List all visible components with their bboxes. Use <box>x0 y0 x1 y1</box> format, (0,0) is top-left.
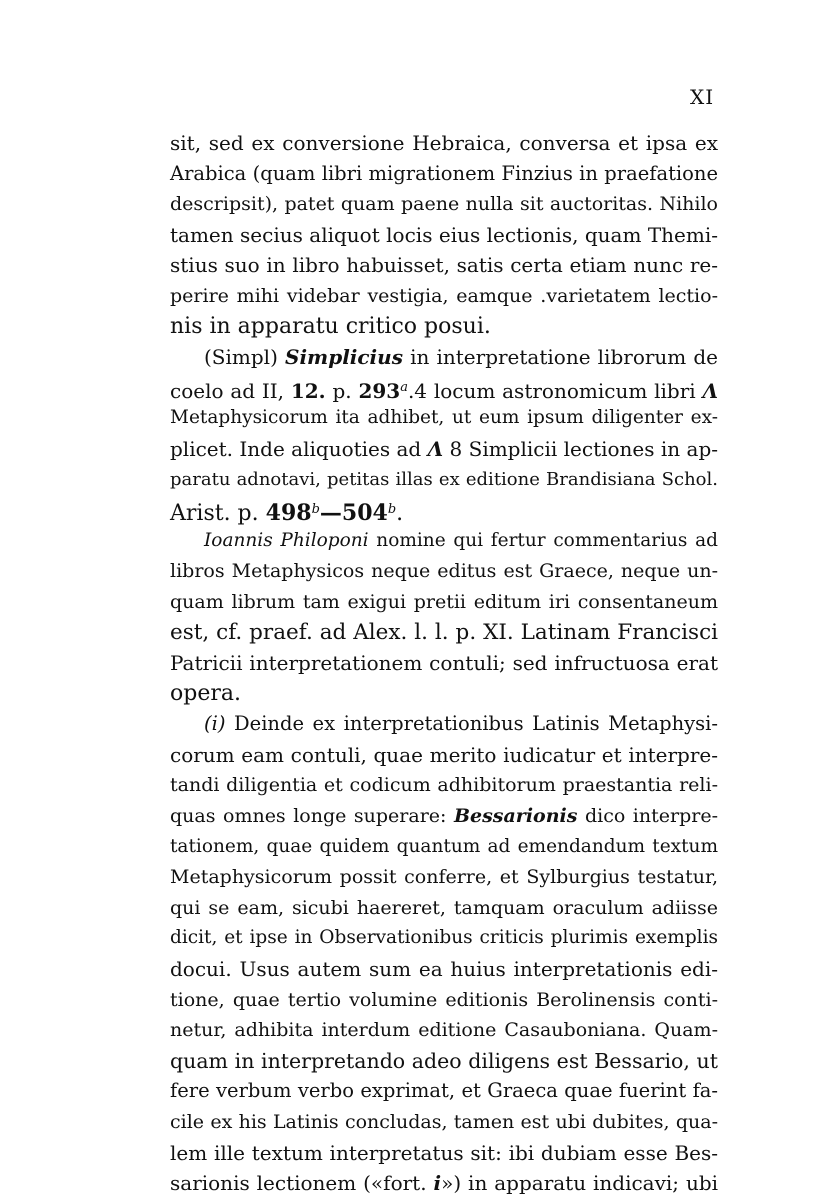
text-run: Deinde ex interpretationibus Latinis Metaphysi- <box>234 712 719 736</box>
page-ref: 498 <box>265 500 312 527</box>
page-ref: 504 <box>341 500 388 527</box>
text-line: quam in interpretando adeo diligens est Bessario, ut <box>170 1048 718 1073</box>
body-text <box>170 128 718 1199</box>
text-run: . <box>396 501 404 527</box>
text-run: in interpretatione librorum de <box>410 345 719 370</box>
text-run: quas omnes longe superare: <box>170 805 447 828</box>
text-line: opera. <box>170 680 241 706</box>
column-ref: b <box>311 502 320 518</box>
text-line <box>170 1168 718 1199</box>
text-line: lem ille textum interpretatus sit: ibi dubiam esse Bes- <box>170 1140 718 1165</box>
author-philoponus: Ioannis Philoponi <box>204 529 369 551</box>
text-line: Arabica (quam libri migrationem Finzius in praefatione <box>170 161 718 185</box>
text-line: tationem, quae quidem quantum ad emendandum textum <box>170 835 718 857</box>
text-line: corum eam contuli, quae merito iudicatur et interpre- <box>170 742 718 767</box>
text-line: stius suo in libro habuisset, satis certa etiam nunc re- <box>170 253 718 278</box>
text-run: 8 Simplicii lectiones in ap- <box>449 436 719 461</box>
column-ref: a <box>400 379 408 395</box>
text-line: cile ex his Latinis concludas, tamen est ubi dubites, qua- <box>170 1111 718 1133</box>
text-run: coelo ad II, <box>170 378 285 403</box>
book-number: 12. <box>290 378 326 403</box>
text-line: sit, sed ex conversione Hebraica, conversa et ipsa ex <box>170 131 718 155</box>
column-ref: b <box>387 502 397 518</box>
text-line: docui. Usus autem sum ea huius interpretationis edi- <box>170 957 718 982</box>
text-run: ») in apparatu indicavi; ubi <box>441 1171 719 1196</box>
author-bessarion: Bessarionis <box>453 805 578 828</box>
text-line: tamen secius aliquot locis eius lectionis, quam Themi- <box>170 222 718 247</box>
paragraph-hebraica <box>170 128 718 342</box>
page-number: XI <box>690 85 715 109</box>
text-line: netur, adhibita interdum editione Casauboniana. Quam- <box>170 1019 718 1042</box>
page-ref: 293 <box>358 378 401 403</box>
text-line: dicit, et ipse in Observationibus criticis plurimis exemplis <box>170 927 718 949</box>
siglum-simpl: (Simpl) <box>204 345 278 370</box>
text-line <box>170 342 718 373</box>
text-line <box>170 801 718 832</box>
paragraph-philoponus <box>170 526 718 710</box>
text-line: tione, quae tertio volumine editionis Berolinensis conti- <box>170 988 718 1011</box>
text-line <box>170 495 718 526</box>
author-simplicius: Simplicius <box>285 345 403 370</box>
text-line: quam librum tam exigui pretii editum iri consentaneum <box>170 590 718 613</box>
text-line: est, cf. praef. ad Alex. l. l. p. XI. Latinam Francisci <box>170 619 718 645</box>
text-run: p. <box>332 378 352 403</box>
text-run: Arist. p. <box>170 501 259 527</box>
text-line: qui se eam, sicubi haereret, tamquam oraculum adiisse <box>170 896 718 919</box>
text-run: plicet. Inde aliquoties ad <box>170 436 422 461</box>
text-line: Metaphysicorum ita adhibet, ut eum ipsum diligenter ex- <box>170 407 718 429</box>
text-line: Patricii interpretationem contuli; sed infructuosa erat <box>170 651 718 676</box>
siglum-i: (i) <box>204 712 226 736</box>
siglum-i-inline: i <box>433 1171 442 1196</box>
text-run: sarionis lectionem («fort. <box>170 1171 427 1196</box>
text-run: dico interpre- <box>584 805 718 828</box>
text-line: perire mihi videbar vestigia, eamque .varietatem lectio- <box>170 284 718 307</box>
paragraph-bessarion <box>170 709 718 1199</box>
text-line <box>170 434 718 465</box>
paragraph-simplicius <box>170 342 718 526</box>
range-dash: — <box>319 500 342 527</box>
text-line: Metaphysicorum possit conferre, et Sylburgius testatur, <box>170 866 718 889</box>
text-line <box>170 373 718 404</box>
lambda-symbol: Λ <box>702 378 718 403</box>
text-line: nis in apparatu critico posui. <box>170 313 491 339</box>
text-line: tandi diligentia et codicum adhibitorum praestantia reli- <box>170 774 718 797</box>
lambda-symbol: Λ <box>427 436 444 461</box>
text-run: nomine qui fertur commentarius ad <box>376 529 718 551</box>
text-run: .4 locum astronomicum libri <box>407 378 696 403</box>
text-line: fere verbum verbo exprimat, et Graeca quae fuerint fa- <box>170 1079 718 1103</box>
text-line <box>170 709 718 740</box>
text-line: descripsit), patet quam paene nulla sit auctoritas. Nihilo <box>170 193 718 216</box>
text-line <box>170 526 718 557</box>
text-line: paratu adnotavi, petitas illas ex editione Brandisiana Schol. <box>170 468 718 490</box>
text-line: libros Metaphysicos neque editus est Graece, neque un- <box>170 560 718 583</box>
